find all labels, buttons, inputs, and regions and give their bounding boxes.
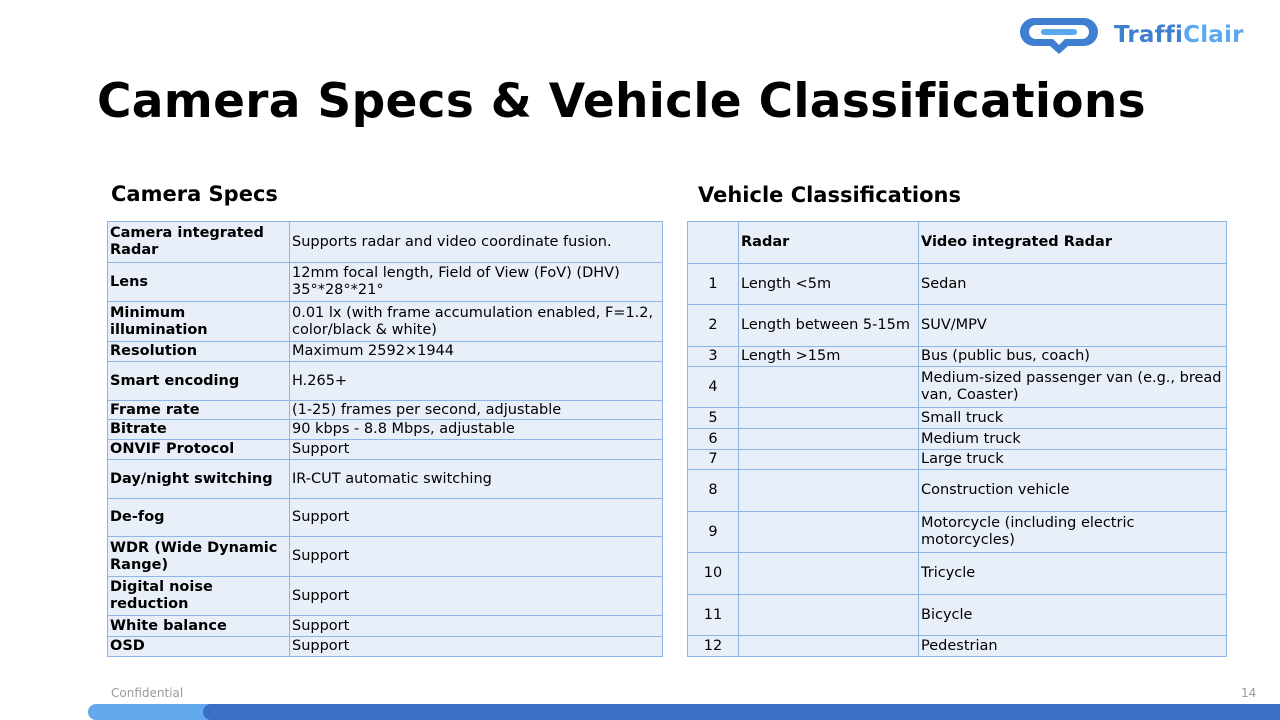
row-num: 11: [688, 595, 739, 636]
row-radar: Length between 5-15m: [739, 305, 919, 347]
footer-bar-dark: [203, 704, 1280, 720]
camera-specs-table: [107, 221, 663, 657]
row-num: 1: [688, 264, 739, 305]
spec-value: Support: [290, 537, 663, 577]
row-num: 2: [688, 305, 739, 347]
vehicle-classifications-title: Vehicle Classifications: [698, 183, 961, 207]
row-video: Construction vehicle: [919, 470, 1227, 512]
table-row: [108, 222, 663, 263]
spec-key: Day/night switching: [108, 460, 290, 499]
row-radar: [739, 408, 919, 429]
row-radar: [739, 429, 919, 450]
row-num: 3: [688, 347, 739, 367]
table-row: [688, 636, 1227, 657]
row-num: 7: [688, 450, 739, 470]
table-row: [688, 429, 1227, 450]
table-row: [108, 499, 663, 537]
table-row: [108, 637, 663, 657]
table-row: [688, 595, 1227, 636]
row-radar: Length >15m: [739, 347, 919, 367]
spec-value: Support: [290, 616, 663, 637]
row-num: 4: [688, 367, 739, 408]
row-num: 12: [688, 636, 739, 657]
table-row: [108, 420, 663, 440]
row-num: 10: [688, 553, 739, 595]
brand-name: [1114, 22, 1244, 48]
table-row: [688, 553, 1227, 595]
row-radar: [739, 470, 919, 512]
row-num: 5: [688, 408, 739, 429]
row-radar: [739, 595, 919, 636]
spec-key: Bitrate: [108, 420, 290, 440]
spec-key: De-fog: [108, 499, 290, 537]
spec-value: Support: [290, 440, 663, 460]
vehicle-classifications-table: [687, 221, 1227, 657]
row-radar: [739, 367, 919, 408]
confidential-label: Confidential: [111, 686, 184, 700]
spec-value: (1-25) frames per second, adjustable: [290, 401, 663, 420]
table-row: [108, 616, 663, 637]
row-video: Small truck: [919, 408, 1227, 429]
row-radar: Length <5m: [739, 264, 919, 305]
row-video: Bus (public bus, coach): [919, 347, 1227, 367]
page-title: Camera Specs & Vehicle Classifications: [97, 74, 1146, 129]
spec-value: H.265+: [290, 362, 663, 401]
spec-value: 12mm focal length, Field of View (FoV) (DHV) 35°*28°*21°: [290, 263, 663, 302]
table-row: [688, 470, 1227, 512]
spec-value: Supports radar and video coordinate fusion.: [290, 222, 663, 263]
header-video: Video integrated Radar: [919, 222, 1227, 264]
header-num: [688, 222, 739, 264]
row-video: SUV/MPV: [919, 305, 1227, 347]
brand-logo: [1018, 14, 1258, 56]
spec-key: Frame rate: [108, 401, 290, 420]
camera-specs-title: Camera Specs: [111, 182, 278, 206]
brand-name-part1: Traffi: [1114, 22, 1184, 48]
row-num: 9: [688, 512, 739, 553]
table-row: [688, 264, 1227, 305]
spec-value: Maximum 2592×1944: [290, 342, 663, 362]
table-row: [108, 342, 663, 362]
table-row: [688, 450, 1227, 470]
header-radar: Radar: [739, 222, 919, 264]
spec-value: Support: [290, 577, 663, 616]
table-row: [688, 347, 1227, 367]
table-row: [108, 440, 663, 460]
table-row: [688, 512, 1227, 553]
spec-value: 0.01 lx (with frame accumulation enabled, F=1.2, color/black & white): [290, 302, 663, 342]
row-video: Medium truck: [919, 429, 1227, 450]
spec-key: ONVIF Protocol: [108, 440, 290, 460]
row-num: 6: [688, 429, 739, 450]
row-video: Tricycle: [919, 553, 1227, 595]
spec-key: Camera integrated Radar: [108, 222, 290, 263]
spec-value: IR-CUT automatic switching: [290, 460, 663, 499]
row-video: Large truck: [919, 450, 1227, 470]
spec-key: OSD: [108, 637, 290, 657]
table-row: [688, 305, 1227, 347]
row-radar: [739, 450, 919, 470]
spec-key: WDR (Wide Dynamic Range): [108, 537, 290, 577]
spec-key: Smart encoding: [108, 362, 290, 401]
row-radar: [739, 512, 919, 553]
row-radar: [739, 636, 919, 657]
speech-bubble-logo-icon: [1018, 15, 1100, 55]
row-radar: [739, 553, 919, 595]
page-number: 14: [1241, 686, 1257, 700]
spec-key: Digital noise reduction: [108, 577, 290, 616]
table-row: [108, 263, 663, 302]
brand-name-part2: Clair: [1183, 22, 1244, 48]
spec-key: White balance: [108, 616, 290, 637]
spec-value: Support: [290, 499, 663, 537]
table-row: [688, 408, 1227, 429]
table-row: [108, 460, 663, 499]
spec-key: Resolution: [108, 342, 290, 362]
table-row: [108, 537, 663, 577]
table-row: [108, 302, 663, 342]
row-video: Pedestrian: [919, 636, 1227, 657]
spec-key: Minimum illumination: [108, 302, 290, 342]
row-video: Bicycle: [919, 595, 1227, 636]
table-row: [108, 401, 663, 420]
row-video: Medium-sized passenger van (e.g., bread van, Coaster): [919, 367, 1227, 408]
row-video: Sedan: [919, 264, 1227, 305]
spec-key: Lens: [108, 263, 290, 302]
table-row: [108, 362, 663, 401]
table-header-row: [688, 222, 1227, 264]
table-row: [108, 577, 663, 616]
table-row: [688, 367, 1227, 408]
spec-value: 90 kbps - 8.8 Mbps, adjustable: [290, 420, 663, 440]
row-video: Motorcycle (including electric motorcycles): [919, 512, 1227, 553]
spec-value: Support: [290, 637, 663, 657]
row-num: 8: [688, 470, 739, 512]
